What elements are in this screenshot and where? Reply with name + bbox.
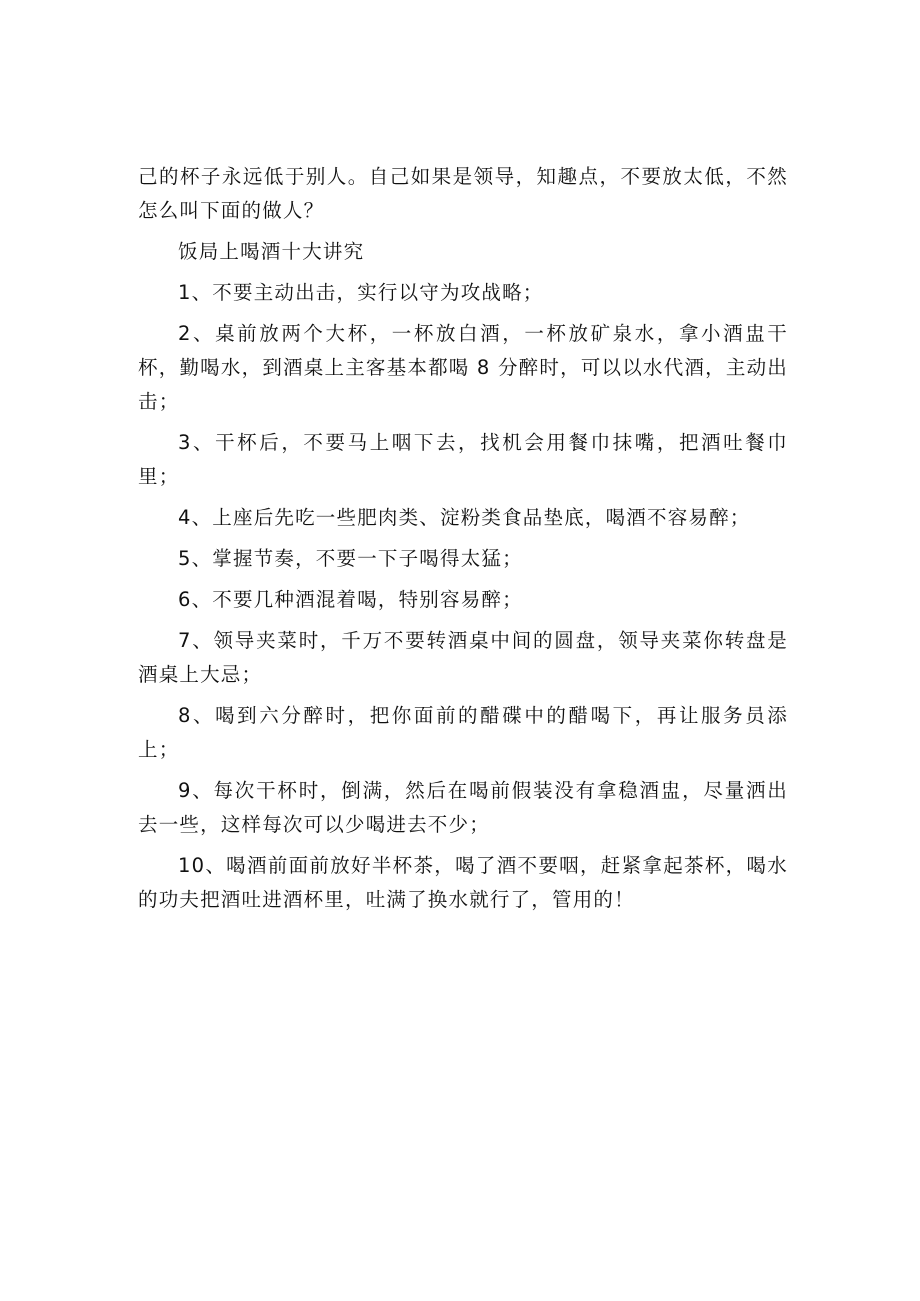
list-item-8: 8、喝到六分醉时，把你面前的醋碟中的醋喝下，再让服务员添上； bbox=[138, 704, 788, 761]
list-item-5: 5、掌握节奏，不要一下子喝得太猛； bbox=[178, 547, 523, 570]
list-item-4: 4、上座后先吃一些肥肉类、淀粉类食品垫底，喝酒不容易醉； bbox=[178, 506, 751, 529]
list-item-9: 9、每次干杯时，倒满，然后在喝前假装没有拿稳酒盅，尽量洒出去一些，这样每次可以少喝进去不少； bbox=[138, 779, 788, 836]
list-item-7: 7、领导夹菜时，千万不要转酒桌中间的圆盘，领导夹菜你转盘是酒桌上大忌； bbox=[138, 629, 788, 686]
document-body bbox=[138, 160, 788, 917]
list-item-6: 6、不要几种酒混着喝，特别容易醉； bbox=[178, 588, 523, 611]
list-item-2: 2、桌前放两个大杯，一杯放白酒，一杯放矿泉水，拿小酒盅干杯，勤喝水，到酒桌上主客基本都喝 8 分醉时，可以以水代酒，主动出击； bbox=[138, 322, 788, 413]
list-item-3: 3、干杯后，不要马上咽下去，找机会用餐巾抹嘴，把酒吐餐巾里； bbox=[138, 431, 788, 488]
intro-paragraph: 己的杯子永远低于别人。自己如果是领导，知趣点，不要放太低，不然怎么叫下面的做人？ bbox=[138, 165, 788, 222]
list-item-10: 10、喝酒前面前放好半杯茶，喝了酒不要咽，赶紧拿起茶杯，喝水的功夫把酒吐进酒杯里，吐满了换水就行了，管用的！ bbox=[138, 854, 788, 911]
section-title: 饭局上喝酒十大讲究 bbox=[178, 240, 365, 263]
list-item-1: 1、不要主动出击，实行以守为攻战略； bbox=[178, 281, 544, 304]
